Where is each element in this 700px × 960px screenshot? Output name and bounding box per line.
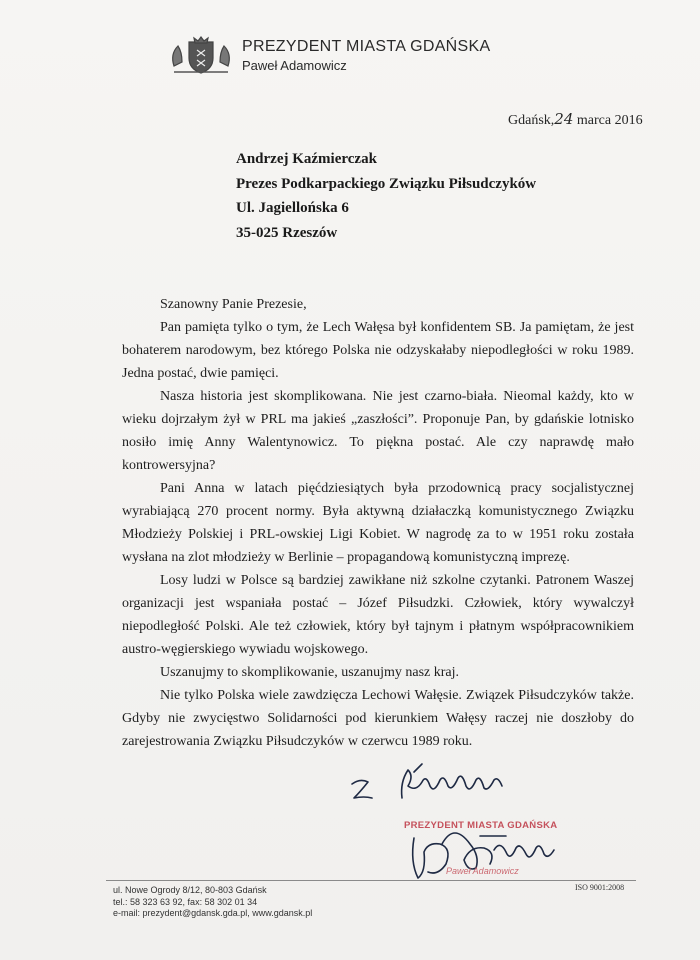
paragraph-4: Losy ludzi w Polsce są bardziej zawikłane niż szkolne czytanki. Patronem Waszej organizacji jest wspaniała postać – Józef Piłsudzki. Człowiek, który wywalczył niepodległość Polski. Ale też człowiek, który był tajnym i płatnym współpracownikiem austro-węgierskiego wywiadu wojskowego. bbox=[122, 573, 634, 657]
recipient-city: 35-025 Rzeszów bbox=[236, 224, 338, 241]
footer-phone: tel.: 58 323 63 92, fax: 58 302 01 34 bbox=[113, 896, 258, 907]
recipient-address bbox=[236, 147, 536, 245]
paragraph-5: Uszanujmy to skomplikowanie, uszanujmy nasz kraj. bbox=[160, 665, 459, 680]
recipient-name: Andrzej Kaźmierczak bbox=[236, 151, 377, 167]
recipient-position: Prezes Podkarpackiego Związku Piłsudczyków bbox=[236, 175, 537, 192]
footer-address: ul. Nowe Ogrody 8/12, 80-803 Gdańsk bbox=[113, 885, 267, 895]
date-place: Gdańsk, bbox=[508, 113, 555, 128]
paragraph-3: Pani Anna w latach pięćdziesiątych była przodownicą pracy socjalistycznej wyrabiającą 270 procent normy. Była aktywną działaczką komunistycznego Związku Młodzieży Polskiej i PRL-owskiej Ligi Kobiet. W nagrodę za to w 1951 roku została wysłana na zlot młodzieży w Berlinie – propagandową komunistyczną imprezę. bbox=[122, 481, 634, 565]
letter-date bbox=[508, 110, 643, 129]
paragraph-6: Nie tylko Polska wiele zawdzięcza Lechowi Wałęsie. Związek Piłsudczyków także. Gdyby nie zwycięstwo Solidarności pod kierunkiem Wałęsy raczej nie doszłoby do zarejestrowania Związku Piłsudczyków w czerwcu 1989 roku. bbox=[122, 688, 634, 749]
stamp-name: Paweł Adamowicz bbox=[446, 866, 519, 876]
letterhead-title: PREZYDENT MIASTA GDAŃSKA bbox=[242, 38, 491, 55]
recipient-street: Ul. Jagiellońska 6 bbox=[236, 200, 349, 216]
date-day: 24 bbox=[554, 110, 574, 128]
letterhead-subtitle: Paweł Adamowicz bbox=[242, 58, 347, 73]
iso-certification: ISO 9001:2008 bbox=[575, 883, 625, 892]
footer-divider bbox=[106, 880, 636, 881]
footer-email: e-mail: prezydent@gdansk.gda.pl, www.gdansk.pl bbox=[113, 908, 313, 918]
paragraph-2: Nasza historia jest skomplikowana. Nie jest czarno-biała. Nieomal każdy, kto w wieku dojrzałym żył w PRL ma jakieś „zaszłości”. Proponuje Pan, by gdańskie lotnisko nosiło imię Anny Walentynowicz. To piękna postać. Ale czy naprawdę mało kontrowersyjna? bbox=[122, 389, 634, 473]
footer-contact bbox=[113, 885, 312, 920]
stamp-title: PREZYDENT MIASTA GDAŃSKA bbox=[404, 820, 558, 831]
salutation: Szanowny Panie Prezesie, bbox=[160, 297, 307, 312]
date-rest: marca 2016 bbox=[573, 113, 643, 128]
gdansk-coat-of-arms-icon bbox=[168, 36, 234, 76]
letter-body bbox=[122, 293, 634, 753]
paragraph-1: Pan pamięta tylko o tym, że Lech Wałęsa był konfidentem SB. Ja pamiętam, że jest bohaterem narodowym, bez którego Polska nie odzyskałaby niepodległości w roku 1989. Jedna postać, dwie pamięci. bbox=[122, 320, 634, 381]
